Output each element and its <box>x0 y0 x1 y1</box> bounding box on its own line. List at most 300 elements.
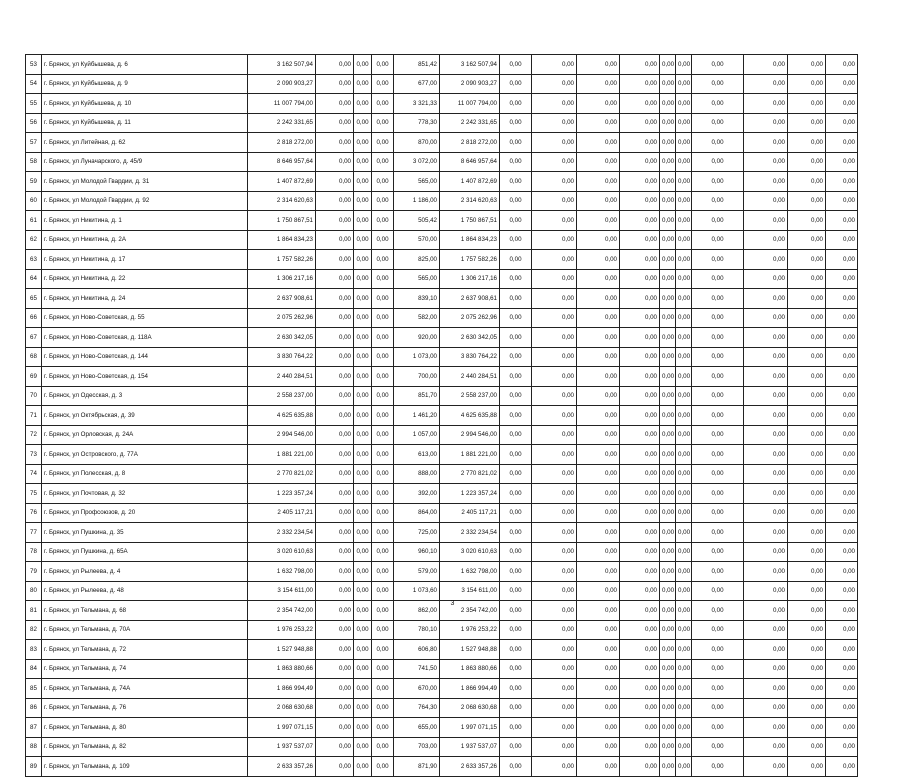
row-number: 53 <box>26 55 42 75</box>
value-cell: 0,00 <box>316 74 354 94</box>
address-cell: г. Брянск, ул Тельмана, д. 82 <box>42 737 248 757</box>
value-cell: 0,00 <box>577 230 620 250</box>
value-cell: 0,00 <box>372 679 394 699</box>
value-cell: 0,00 <box>577 269 620 289</box>
value-cell: 0,00 <box>744 659 788 679</box>
value-cell: 0,00 <box>826 425 858 445</box>
value-cell: 0,00 <box>532 679 577 699</box>
value-cell: 0,00 <box>354 211 372 231</box>
value-cell: 0,00 <box>692 445 744 465</box>
cost-cell: 1 527 948,88 <box>248 640 316 660</box>
area-cell: 677,00 <box>394 74 440 94</box>
value-cell: 0,00 <box>826 737 858 757</box>
value-cell: 0,00 <box>744 464 788 484</box>
value-cell: 0,00 <box>354 698 372 718</box>
value-cell: 0,00 <box>692 191 744 211</box>
value-cell: 0,00 <box>577 718 620 738</box>
value-cell: 0,00 <box>744 191 788 211</box>
value-cell: 0,00 <box>826 523 858 543</box>
value-cell: 0,00 <box>354 133 372 153</box>
address-cell: г. Брянск, ул Куйбышева, д. 9 <box>42 74 248 94</box>
value-cell: 0,00 <box>532 640 577 660</box>
value-cell: 0,00 <box>660 718 676 738</box>
row-number: 78 <box>26 542 42 562</box>
value-cell: 0,00 <box>532 425 577 445</box>
value-cell: 0,00 <box>676 133 692 153</box>
address-cell: г. Брянск, ул Тельмана, д. 80 <box>42 718 248 738</box>
value-cell: 0,00 <box>316 250 354 270</box>
value-cell: 0,00 <box>744 113 788 133</box>
row-number: 65 <box>26 289 42 309</box>
total-cell: 1 757 582,26 <box>440 250 500 270</box>
value-cell: 0,00 <box>500 581 532 601</box>
value-cell: 0,00 <box>532 601 577 621</box>
value-cell: 0,00 <box>316 191 354 211</box>
cost-cell: 2 440 284,51 <box>248 367 316 387</box>
value-cell: 0,00 <box>620 542 660 562</box>
cost-cell: 1 863 880,66 <box>248 659 316 679</box>
value-cell: 0,00 <box>692 620 744 640</box>
value-cell: 0,00 <box>660 406 676 426</box>
value-cell: 0,00 <box>676 230 692 250</box>
value-cell: 0,00 <box>316 425 354 445</box>
value-cell: 0,00 <box>744 562 788 582</box>
value-cell: 0,00 <box>660 289 676 309</box>
value-cell: 0,00 <box>354 601 372 621</box>
cost-cell: 3 162 507,94 <box>248 55 316 75</box>
area-cell: 670,00 <box>394 679 440 699</box>
value-cell: 0,00 <box>788 211 826 231</box>
value-cell: 0,00 <box>676 347 692 367</box>
value-cell: 0,00 <box>826 406 858 426</box>
total-cell: 1 864 834,23 <box>440 230 500 250</box>
value-cell: 0,00 <box>532 445 577 465</box>
value-cell: 0,00 <box>354 757 372 777</box>
value-cell: 0,00 <box>620 347 660 367</box>
value-cell: 0,00 <box>692 113 744 133</box>
value-cell: 0,00 <box>316 503 354 523</box>
value-cell: 0,00 <box>788 523 826 543</box>
row-number: 82 <box>26 620 42 640</box>
value-cell: 0,00 <box>660 523 676 543</box>
value-cell: 0,00 <box>372 562 394 582</box>
area-cell: 920,00 <box>394 328 440 348</box>
value-cell: 0,00 <box>354 74 372 94</box>
area-cell: 839,10 <box>394 289 440 309</box>
address-cell: г. Брянск, ул Пушкина, д. 35 <box>42 523 248 543</box>
value-cell: 0,00 <box>532 328 577 348</box>
address-cell: г. Брянск, ул Одесская, д. 3 <box>42 386 248 406</box>
total-cell: 2 332 234,54 <box>440 523 500 543</box>
value-cell: 0,00 <box>692 347 744 367</box>
value-cell: 0,00 <box>676 289 692 309</box>
value-cell: 0,00 <box>744 308 788 328</box>
value-cell: 0,00 <box>577 94 620 114</box>
value-cell: 0,00 <box>676 640 692 660</box>
address-cell: г. Брянск, ул Тельмана, д. 72 <box>42 640 248 660</box>
value-cell: 0,00 <box>788 308 826 328</box>
row-number: 77 <box>26 523 42 543</box>
value-cell: 0,00 <box>500 737 532 757</box>
value-cell: 0,00 <box>620 503 660 523</box>
value-cell: 0,00 <box>660 269 676 289</box>
table-row <box>26 484 858 504</box>
value-cell: 0,00 <box>692 425 744 445</box>
value-cell: 0,00 <box>316 523 354 543</box>
value-cell: 0,00 <box>577 757 620 777</box>
value-cell: 0,00 <box>372 191 394 211</box>
table-row <box>26 172 858 192</box>
value-cell: 0,00 <box>532 347 577 367</box>
value-cell: 0,00 <box>354 640 372 660</box>
value-cell: 0,00 <box>372 698 394 718</box>
table-row <box>26 94 858 114</box>
value-cell: 0,00 <box>692 659 744 679</box>
row-number: 76 <box>26 503 42 523</box>
row-number: 66 <box>26 308 42 328</box>
cost-cell: 2 332 234,54 <box>248 523 316 543</box>
value-cell: 0,00 <box>660 425 676 445</box>
value-cell: 0,00 <box>500 191 532 211</box>
value-cell: 0,00 <box>354 152 372 172</box>
value-cell: 0,00 <box>788 386 826 406</box>
value-cell: 0,00 <box>788 133 826 153</box>
value-cell: 0,00 <box>316 620 354 640</box>
value-cell: 0,00 <box>692 289 744 309</box>
value-cell: 0,00 <box>660 367 676 387</box>
table-row <box>26 289 858 309</box>
value-cell: 0,00 <box>532 698 577 718</box>
value-cell: 0,00 <box>577 289 620 309</box>
value-cell: 0,00 <box>660 250 676 270</box>
value-cell: 0,00 <box>826 659 858 679</box>
area-cell: 700,00 <box>394 367 440 387</box>
value-cell: 0,00 <box>676 74 692 94</box>
value-cell: 0,00 <box>788 542 826 562</box>
value-cell: 0,00 <box>500 367 532 387</box>
cost-cell: 2 314 620,63 <box>248 191 316 211</box>
area-cell: 1 073,00 <box>394 347 440 367</box>
value-cell: 0,00 <box>788 503 826 523</box>
address-cell: г. Брянск, ул Литейная, д. 62 <box>42 133 248 153</box>
value-cell: 0,00 <box>744 620 788 640</box>
value-cell: 0,00 <box>692 601 744 621</box>
cost-cell: 11 007 794,00 <box>248 94 316 114</box>
value-cell: 0,00 <box>532 211 577 231</box>
cost-cell: 3 154 611,00 <box>248 581 316 601</box>
value-cell: 0,00 <box>532 757 577 777</box>
total-cell: 2 818 272,00 <box>440 133 500 153</box>
value-cell: 0,00 <box>620 133 660 153</box>
value-cell: 0,00 <box>316 289 354 309</box>
value-cell: 0,00 <box>577 679 620 699</box>
cost-cell: 2 558 237,00 <box>248 386 316 406</box>
value-cell: 0,00 <box>532 581 577 601</box>
value-cell: 0,00 <box>577 406 620 426</box>
cost-cell: 2 994 546,00 <box>248 425 316 445</box>
value-cell: 0,00 <box>692 386 744 406</box>
value-cell: 0,00 <box>500 250 532 270</box>
value-cell: 0,00 <box>354 94 372 114</box>
total-cell: 1 997 071,15 <box>440 718 500 738</box>
value-cell: 0,00 <box>744 289 788 309</box>
value-cell: 0,00 <box>788 152 826 172</box>
value-cell: 0,00 <box>744 172 788 192</box>
row-number: 89 <box>26 757 42 777</box>
area-cell: 851,70 <box>394 386 440 406</box>
value-cell: 0,00 <box>660 464 676 484</box>
value-cell: 0,00 <box>372 484 394 504</box>
value-cell: 0,00 <box>620 425 660 445</box>
value-cell: 0,00 <box>500 211 532 231</box>
value-cell: 0,00 <box>354 289 372 309</box>
address-cell: г. Брянск, ул Луначарского, д. 45/9 <box>42 152 248 172</box>
address-cell: г. Брянск, ул Рылеева, д. 4 <box>42 562 248 582</box>
cost-cell: 2 242 331,65 <box>248 113 316 133</box>
value-cell: 0,00 <box>676 757 692 777</box>
value-cell: 0,00 <box>577 562 620 582</box>
value-cell: 0,00 <box>532 523 577 543</box>
value-cell: 0,00 <box>660 113 676 133</box>
value-cell: 0,00 <box>372 503 394 523</box>
table-row <box>26 718 858 738</box>
value-cell: 0,00 <box>676 386 692 406</box>
cost-cell: 3 020 610,63 <box>248 542 316 562</box>
value-cell: 0,00 <box>676 542 692 562</box>
total-cell: 2 068 630,68 <box>440 698 500 718</box>
value-cell: 0,00 <box>354 172 372 192</box>
value-cell: 0,00 <box>620 757 660 777</box>
value-cell: 0,00 <box>500 152 532 172</box>
value-cell: 0,00 <box>692 484 744 504</box>
area-cell: 655,00 <box>394 718 440 738</box>
table-row <box>26 620 858 640</box>
value-cell: 0,00 <box>500 445 532 465</box>
value-cell: 0,00 <box>500 94 532 114</box>
value-cell: 0,00 <box>354 406 372 426</box>
value-cell: 0,00 <box>372 464 394 484</box>
area-cell: 725,00 <box>394 523 440 543</box>
area-cell: 1 461,20 <box>394 406 440 426</box>
value-cell: 0,00 <box>660 230 676 250</box>
value-cell: 0,00 <box>532 289 577 309</box>
value-cell: 0,00 <box>620 679 660 699</box>
value-cell: 0,00 <box>620 172 660 192</box>
cost-cell: 1 864 834,23 <box>248 230 316 250</box>
value-cell: 0,00 <box>620 191 660 211</box>
value-cell: 0,00 <box>788 347 826 367</box>
value-cell: 0,00 <box>788 601 826 621</box>
table-row <box>26 445 858 465</box>
value-cell: 0,00 <box>826 581 858 601</box>
total-cell: 3 020 610,63 <box>440 542 500 562</box>
value-cell: 0,00 <box>316 113 354 133</box>
value-cell: 0,00 <box>788 406 826 426</box>
value-cell: 0,00 <box>532 113 577 133</box>
value-cell: 0,00 <box>532 172 577 192</box>
value-cell: 0,00 <box>676 484 692 504</box>
value-cell: 0,00 <box>500 698 532 718</box>
value-cell: 0,00 <box>372 347 394 367</box>
value-cell: 0,00 <box>577 601 620 621</box>
value-cell: 0,00 <box>788 191 826 211</box>
value-cell: 0,00 <box>692 581 744 601</box>
value-cell: 0,00 <box>532 55 577 75</box>
value-cell: 0,00 <box>577 484 620 504</box>
value-cell: 0,00 <box>620 328 660 348</box>
cost-cell: 2 068 630,68 <box>248 698 316 718</box>
value-cell: 0,00 <box>660 308 676 328</box>
table-row <box>26 503 858 523</box>
value-cell: 0,00 <box>788 445 826 465</box>
value-cell: 0,00 <box>660 94 676 114</box>
value-cell: 0,00 <box>500 503 532 523</box>
value-cell: 0,00 <box>788 679 826 699</box>
value-cell: 0,00 <box>577 503 620 523</box>
value-cell: 0,00 <box>788 74 826 94</box>
value-cell: 0,00 <box>532 152 577 172</box>
total-cell: 2 994 546,00 <box>440 425 500 445</box>
value-cell: 0,00 <box>788 328 826 348</box>
area-cell: 864,00 <box>394 503 440 523</box>
table-row <box>26 679 858 699</box>
table-row <box>26 74 858 94</box>
cost-cell: 1 306 217,16 <box>248 269 316 289</box>
value-cell: 0,00 <box>316 542 354 562</box>
value-cell: 0,00 <box>620 55 660 75</box>
total-cell: 1 937 537,07 <box>440 737 500 757</box>
value-cell: 0,00 <box>788 55 826 75</box>
cost-cell: 2 818 272,00 <box>248 133 316 153</box>
table-row <box>26 191 858 211</box>
value-cell: 0,00 <box>354 562 372 582</box>
total-cell: 2 630 342,05 <box>440 328 500 348</box>
cost-cell: 2 633 357,26 <box>248 757 316 777</box>
value-cell: 0,00 <box>788 640 826 660</box>
value-cell: 0,00 <box>676 659 692 679</box>
value-cell: 0,00 <box>692 152 744 172</box>
value-cell: 0,00 <box>372 640 394 660</box>
value-cell: 0,00 <box>692 523 744 543</box>
value-cell: 0,00 <box>788 562 826 582</box>
value-cell: 0,00 <box>532 367 577 387</box>
value-cell: 0,00 <box>788 484 826 504</box>
value-cell: 0,00 <box>354 484 372 504</box>
table-row <box>26 347 858 367</box>
value-cell: 0,00 <box>354 464 372 484</box>
value-cell: 0,00 <box>316 55 354 75</box>
value-cell: 0,00 <box>826 679 858 699</box>
value-cell: 0,00 <box>826 172 858 192</box>
address-cell: г. Брянск, ул Молодой Гвардии, д. 92 <box>42 191 248 211</box>
table-row <box>26 211 858 231</box>
value-cell: 0,00 <box>692 464 744 484</box>
address-cell: г. Брянск, ул Тельмана, д. 109 <box>42 757 248 777</box>
value-cell: 0,00 <box>577 581 620 601</box>
area-cell: 851,42 <box>394 55 440 75</box>
value-cell: 0,00 <box>692 74 744 94</box>
value-cell: 0,00 <box>676 269 692 289</box>
value-cell: 0,00 <box>354 113 372 133</box>
value-cell: 0,00 <box>354 503 372 523</box>
value-cell: 0,00 <box>744 679 788 699</box>
value-cell: 0,00 <box>372 269 394 289</box>
value-cell: 0,00 <box>577 211 620 231</box>
value-cell: 0,00 <box>577 347 620 367</box>
row-number: 59 <box>26 172 42 192</box>
value-cell: 0,00 <box>620 620 660 640</box>
value-cell: 0,00 <box>826 230 858 250</box>
value-cell: 0,00 <box>500 757 532 777</box>
cost-cell: 1 976 253,22 <box>248 620 316 640</box>
row-number: 83 <box>26 640 42 660</box>
value-cell: 0,00 <box>354 718 372 738</box>
value-cell: 0,00 <box>744 425 788 445</box>
value-cell: 0,00 <box>316 562 354 582</box>
value-cell: 0,00 <box>676 172 692 192</box>
value-cell: 0,00 <box>788 289 826 309</box>
value-cell: 0,00 <box>372 445 394 465</box>
value-cell: 0,00 <box>676 601 692 621</box>
value-cell: 0,00 <box>316 484 354 504</box>
address-cell: г. Брянск, ул Тельмана, д. 74А <box>42 679 248 699</box>
table-row <box>26 269 858 289</box>
value-cell: 0,00 <box>316 679 354 699</box>
area-cell: 613,00 <box>394 445 440 465</box>
value-cell: 0,00 <box>372 425 394 445</box>
cost-cell: 2 770 821,02 <box>248 464 316 484</box>
value-cell: 0,00 <box>500 718 532 738</box>
value-cell: 0,00 <box>744 152 788 172</box>
address-cell: г. Брянск, ул Полесская, д. 8 <box>42 464 248 484</box>
value-cell: 0,00 <box>500 308 532 328</box>
value-cell: 0,00 <box>676 425 692 445</box>
value-cell: 0,00 <box>826 601 858 621</box>
value-cell: 0,00 <box>826 74 858 94</box>
cost-cell: 1 407 872,69 <box>248 172 316 192</box>
value-cell: 0,00 <box>676 328 692 348</box>
row-number: 61 <box>26 211 42 231</box>
value-cell: 0,00 <box>532 484 577 504</box>
value-cell: 0,00 <box>532 718 577 738</box>
row-number: 73 <box>26 445 42 465</box>
value-cell: 0,00 <box>744 542 788 562</box>
total-cell: 2 075 262,96 <box>440 308 500 328</box>
value-cell: 0,00 <box>826 133 858 153</box>
value-cell: 0,00 <box>316 367 354 387</box>
value-cell: 0,00 <box>532 269 577 289</box>
cost-cell: 1 881 221,00 <box>248 445 316 465</box>
value-cell: 0,00 <box>620 562 660 582</box>
value-cell: 0,00 <box>660 211 676 231</box>
value-cell: 0,00 <box>316 133 354 153</box>
cost-cell: 2 354 742,00 <box>248 601 316 621</box>
area-cell: 764,30 <box>394 698 440 718</box>
value-cell: 0,00 <box>620 230 660 250</box>
cost-cell: 1 223 357,24 <box>248 484 316 504</box>
value-cell: 0,00 <box>532 406 577 426</box>
value-cell: 0,00 <box>577 445 620 465</box>
address-cell: г. Брянск, ул Орловская, д. 24А <box>42 425 248 445</box>
row-number: 79 <box>26 562 42 582</box>
value-cell: 0,00 <box>354 523 372 543</box>
cost-cell: 2 075 262,96 <box>248 308 316 328</box>
address-cell: г. Брянск, ул Рылеева, д. 48 <box>42 581 248 601</box>
area-cell: 703,00 <box>394 737 440 757</box>
value-cell: 0,00 <box>744 601 788 621</box>
total-cell: 1 750 867,51 <box>440 211 500 231</box>
value-cell: 0,00 <box>316 94 354 114</box>
